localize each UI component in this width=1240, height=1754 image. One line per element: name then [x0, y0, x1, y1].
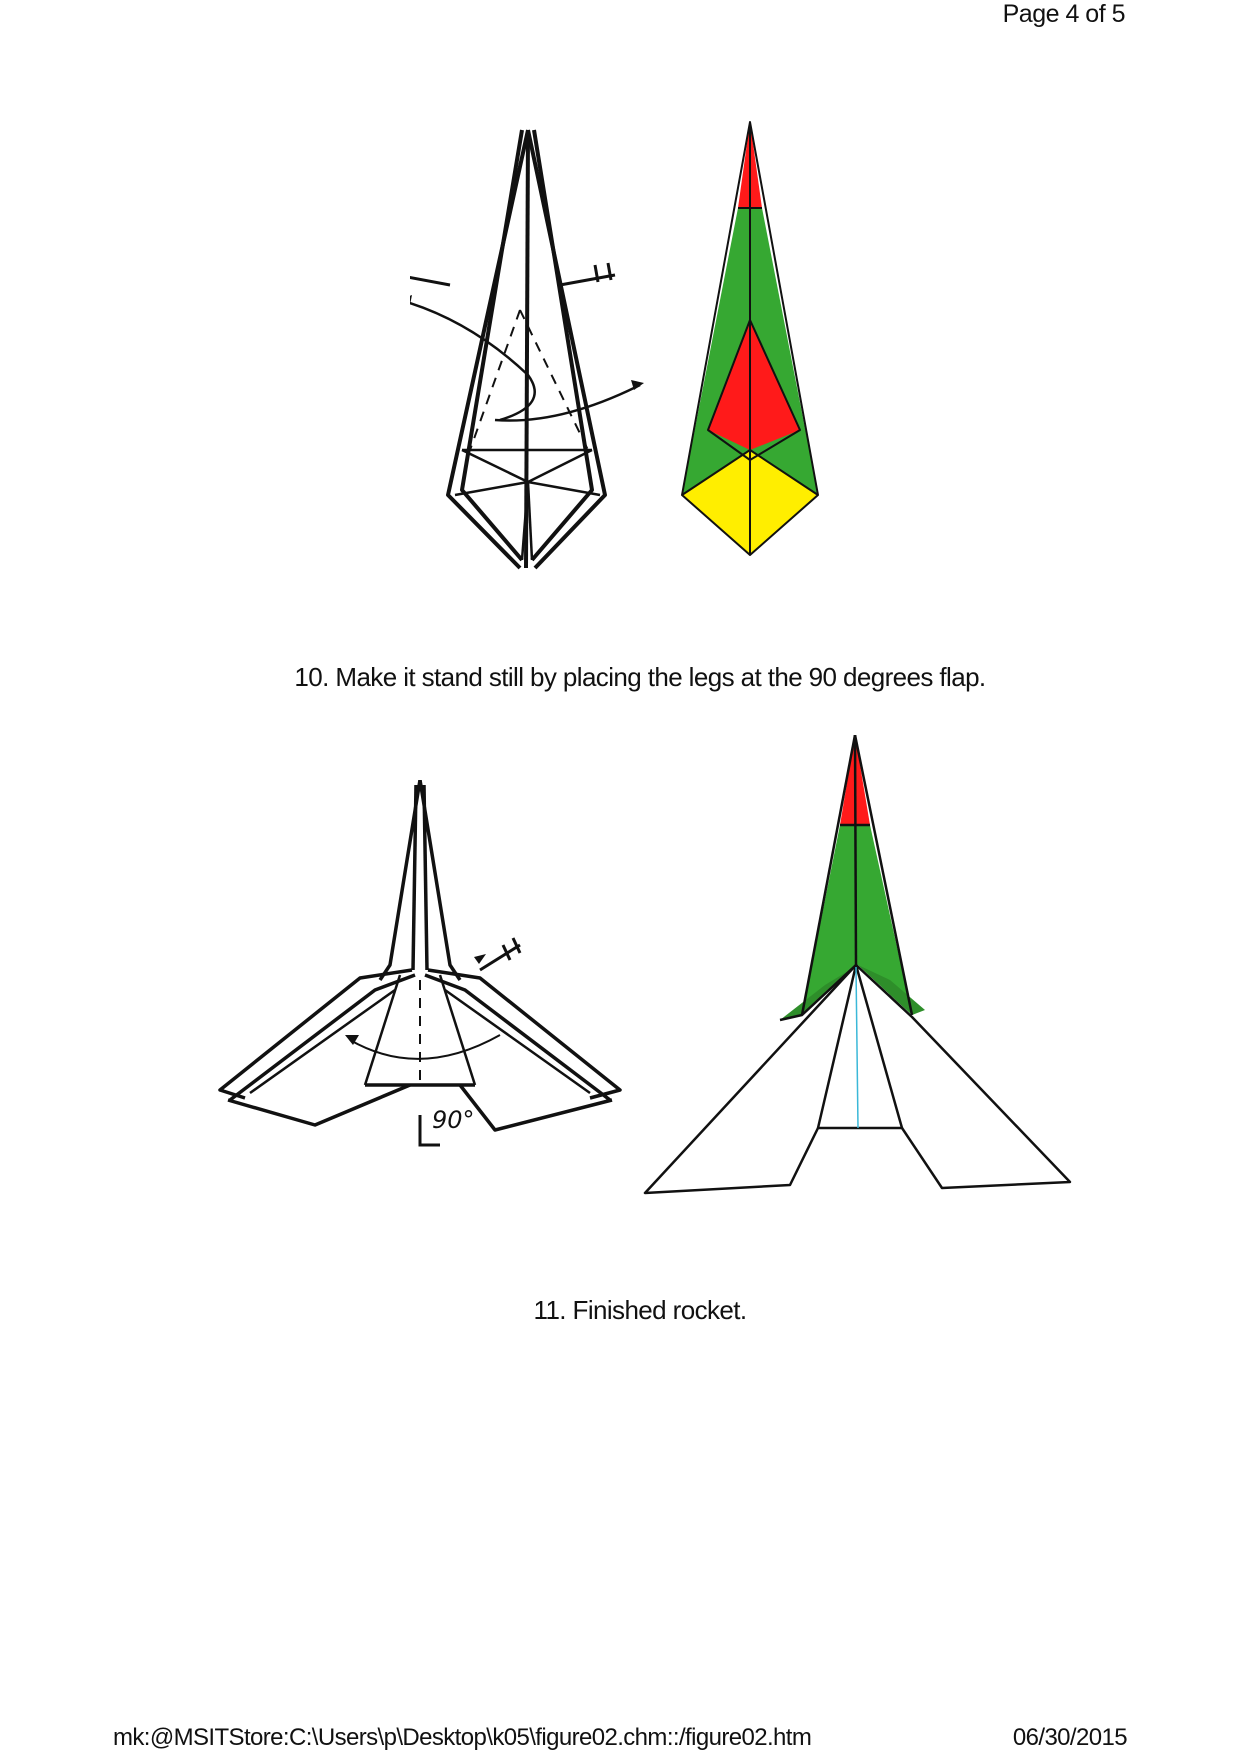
step-10-color-diagram: [660, 120, 840, 560]
step-11-color-diagram: [640, 735, 1080, 1195]
step-10-line-diagram: [410, 120, 650, 580]
step-10-caption: 10. Make it stand still by placing the legs at the 90 degrees flap.: [294, 662, 986, 692]
page-number: Page 4 of 5: [1002, 0, 1125, 28]
step-11-caption: 11. Finished rocket.: [533, 1295, 747, 1325]
angle-label: 90°: [432, 1106, 475, 1134]
step-11-line-diagram: [210, 780, 630, 1160]
footer-source-path: mk:@MSITStore:C:\Users\p\Desktop\k05\figure02.chm::/figure02.htm: [113, 1724, 812, 1751]
footer-date: 06/30/2015: [1012, 1724, 1127, 1751]
